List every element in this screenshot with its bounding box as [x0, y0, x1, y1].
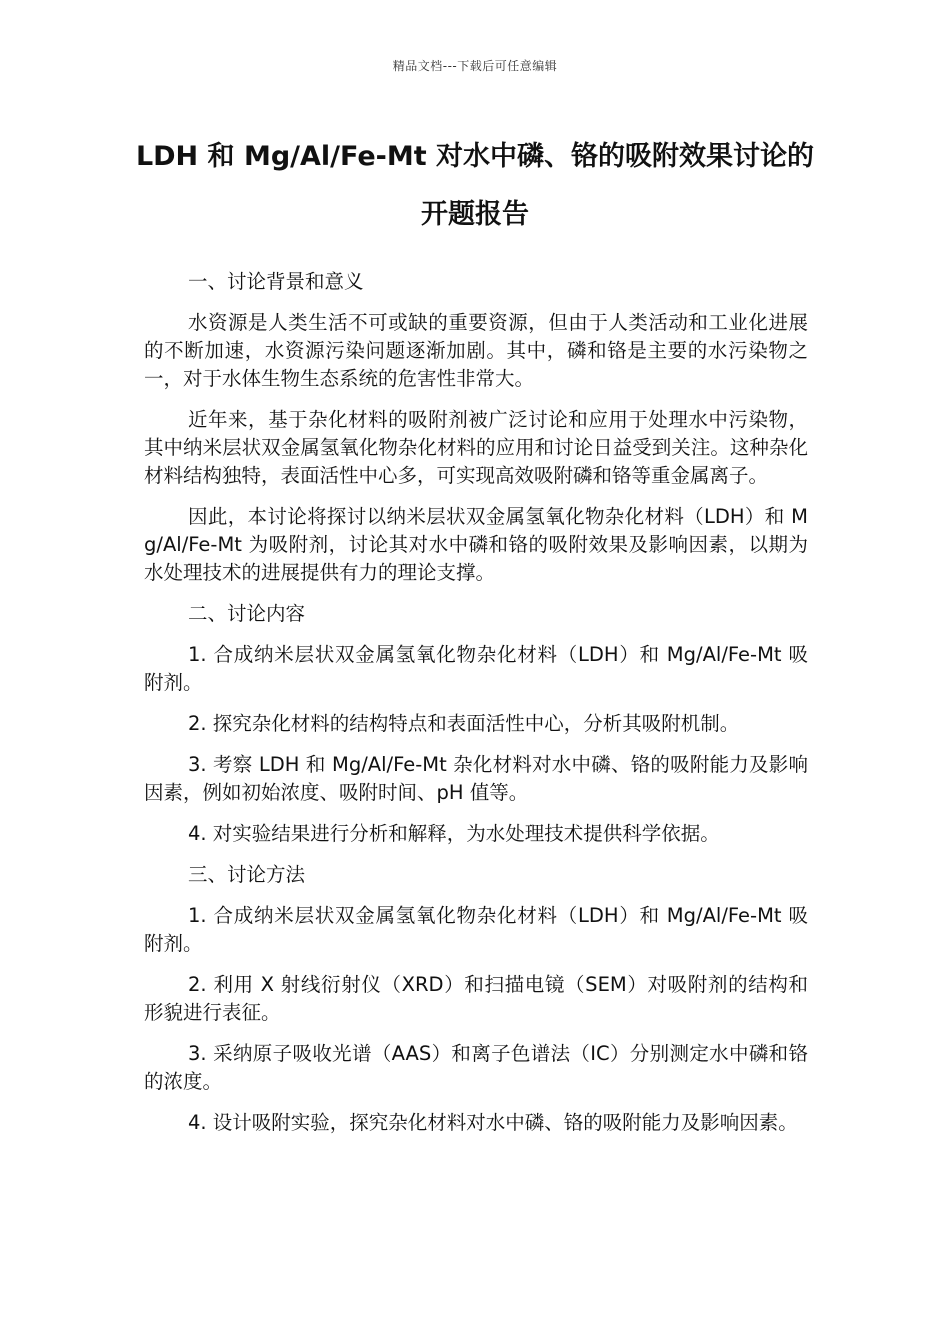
list-item: 1. 合成纳米层状双金属氢氧化物杂化材料（LDH）和 Mg/Al/Fe-Mt 吸附剂。	[144, 904, 808, 955]
paragraph: 因此，本讨论将探讨以纳米层状双金属氢氧化物杂化材料（LDH）和 Mg/Al/Fe-Mt 为吸附剂，讨论其对水中磷和铬的吸附效果及影响因素，以期为水处理技术的进展提供有力的理论支撑。	[144, 505, 808, 584]
list-item: 3. 考察 LDH 和 Mg/Al/Fe-Mt 杂化材料对水中磷、铬的吸附能力及影响因素，例如初始浓度、吸附时间、pH 值等。	[144, 753, 808, 804]
section-heading-background: 一、讨论背景和意义	[188, 270, 364, 293]
paragraph: 水资源是人类生活不可或缺的重要资源，但由于人类活动和工业化进展的不断加速，水资源污染问题逐渐加剧。其中，磷和铬是主要的水污染物之一，对于水体生物生态系统的危害性非常大。	[144, 311, 808, 390]
list-item: 1. 合成纳米层状双金属氢氧化物杂化材料（LDH）和 Mg/Al/Fe-Mt 吸附剂。	[144, 643, 808, 694]
header-note: 精品文档---下载后可任意编辑	[392, 59, 558, 73]
paragraph: 近年来，基于杂化材料的吸附剂被广泛讨论和应用于处理水中污染物，其中纳米层状双金属氢氧化物杂化材料的应用和讨论日益受到关注。这种杂化材料结构独特，表面活性中心多，可实现高效吸附磷和铬等重金属离子。	[144, 408, 808, 487]
list-item: 3. 采纳原子吸收光谱（AAS）和离子色谱法（IC）分别测定水中磷和铬的浓度。	[144, 1042, 808, 1093]
section-heading-content: 二、讨论内容	[188, 602, 306, 625]
list-item: 4. 对实验结果进行分析和解释，为水处理技术提供科学依据。	[188, 822, 720, 845]
document-body	[144, 268, 808, 1150]
section-heading-methods: 三、讨论方法	[188, 863, 306, 886]
document-title: LDH 和 Mg/Al/Fe-Mt 对水中磷、铬的吸附效果讨论的开题报告	[135, 141, 815, 230]
list-item: 2. 探究杂化材料的结构特点和表面活性中心，分析其吸附机制。	[188, 712, 740, 735]
list-item: 2. 利用 X 射线衍射仪（XRD）和扫描电镜（SEM）对吸附剂的结构和形貌进行表征。	[144, 973, 808, 1024]
list-item: 4. 设计吸附实验，探究杂化材料对水中磷、铬的吸附能力及影响因素。	[188, 1111, 798, 1134]
